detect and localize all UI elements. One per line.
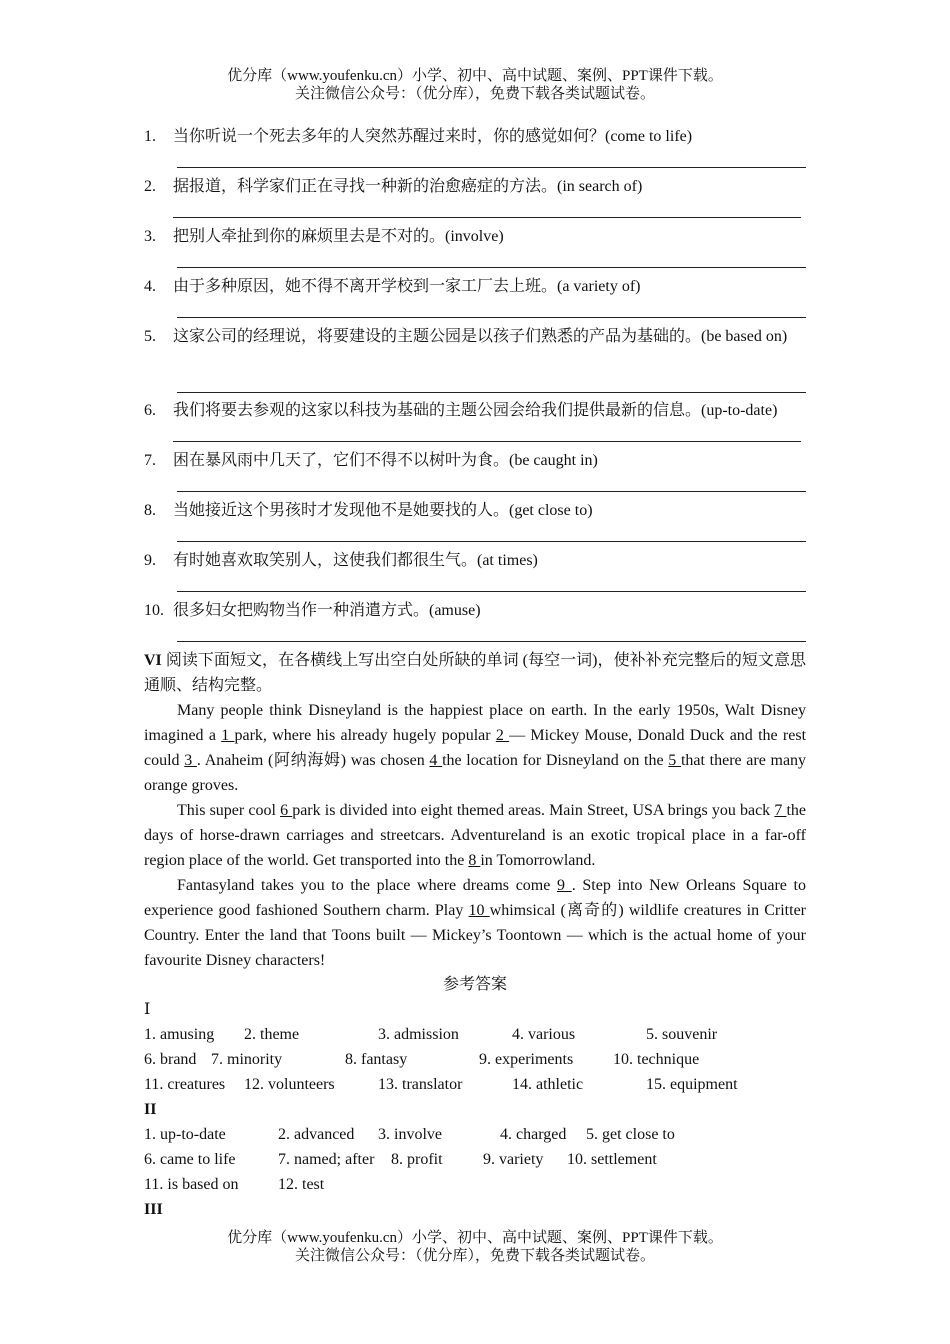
question-number: 6. bbox=[144, 402, 156, 419]
answer-line bbox=[173, 441, 801, 442]
passage-paragraph-3: Fantasyland takes you to the place where dreams come 9 . Step into New Orleans Square to experience good fashioned Southern charm. Play 10 whimsical (离奇的) wildlife creatures in Critter Country. Enter the land that Toons built — Mickey’s Toontown — which is the actual home of your favourite Disney characters! bbox=[144, 877, 806, 969]
question-text: 当她接近这个男孩时才发现他不是她要找的人。(get close to) bbox=[173, 502, 593, 519]
question-text: 当你听说一个死去多年的人突然苏醒过来时，你的感觉如何？(come to life) bbox=[173, 128, 693, 145]
footer-line-1: 优分库（www.youfenku.cn）小学、初中、高中试题、案例、PPT课件下载。 bbox=[227, 1230, 723, 1246]
question-number: 4. bbox=[144, 278, 156, 295]
blank-9: 9 bbox=[557, 877, 572, 894]
blank-10: 10 bbox=[468, 902, 490, 919]
section-6-instruction bbox=[144, 648, 806, 698]
answer-line bbox=[177, 167, 806, 168]
blank-6: 6 bbox=[280, 802, 293, 819]
passage-paragraph-1: Many people think Disneyland is the happiest place on earth. In the early 1950s, Walt Disney imagined a 1 park, where his already hugely popular 2 — Mickey Mouse, Donald Duck and the rest could 3 . Anaheim (阿纳海姆) was chosen 4 the location for Disneyland on the 5 that there are many orange groves. bbox=[144, 702, 807, 794]
question-text: 困在暴风雨中几天了，它们不得不以树叶为食。(be caught in) bbox=[173, 452, 598, 469]
blank-3: 3 bbox=[184, 752, 197, 769]
question-number: 2. bbox=[144, 178, 156, 195]
blank-1: 1 bbox=[221, 727, 235, 744]
answers-title: 参考答案 bbox=[442, 976, 507, 993]
question-text: 由于多种原因，她不得不离开学校到一家工厂去上班。(a variety of) bbox=[173, 278, 641, 295]
question-number: 9. bbox=[144, 552, 156, 569]
question-text: 这家公司的经理说，将要建设的主题公园是以孩子们熟悉的产品为基础的。(be based on) bbox=[173, 328, 788, 345]
header-line-1: 优分库（www.youfenku.cn）小学、初中、高中试题、案例、PPT课件下载。 bbox=[227, 68, 723, 84]
header-line-2: 关注微信公众号：（优分库），免费下载各类试题试卷。 bbox=[294, 86, 655, 102]
answer-line bbox=[177, 317, 806, 318]
question-number: 7. bbox=[144, 452, 156, 469]
answer-line bbox=[177, 591, 806, 592]
question-number: 1. bbox=[144, 128, 156, 145]
question-text: 我们将要去参观的这家以科技为基础的主题公园会给我们提供最新的信息。(up-to-date) bbox=[173, 402, 778, 419]
document-page: 优分库（www.youfenku.cn）小学、初中、高中试题、案例、PPT课件下载。 关注微信公众号：（优分库），免费下载各类试题试卷。 1. 当你听说一个死去多年的人突然苏醒过来时，你的感觉如何？(come to life) 2. 据报道，科学家们正在寻找一种新的治愈癌症的方法。(in search of) 3. 把别人牵扯到你的麻烦里去是不对的。(involve) 4. 由于多种原因，她不得不离开学校到一家工厂去上班。(a variety of) 5. 这家公司的经理说，将要建设的主题公园是以孩子们熟悉的产品为基础的。(be based on) 6. 我们将要去参观的这家以科技为基础的主题公园会给我们提供最新的信息。(up-to-date) 7. 困在暴风雨中几天了，它们不得不以树叶为食。(be caught in) 8. 当她接近这个男孩时才发现他不是她要找的人。(get close to) 9. 有时她喜欢取笑别人，这使我们都很生气。(at times) 10. 很多妇女把购物当作一种消遣方式。(amuse) VI 阅读下面短文，在各横线上写出空白处所缺的单词 (每空一词)，使补补充完整后的短文意思通顺、结构完整。 Many people think Disneyland is the happiest place on earth. In the early 1950s, Walt Disney imagined a 1 park, where his already hugely popular 2 — Mickey Mouse, Donald Duck and the rest could 3 . Anaheim (阿纳海姆) was chosen 4 the location for Disneyland on the 5 that there are many orange groves. This super cool 6 park is divided into eight themed areas. Main Street, USA brings you back 7 the days of horse-drawn carriages and streetcars. Adventureland is an exotic tropical place in a far-off region place of the world. Get transported into the 8 in Tomorrowland. Fantasyland takes you to the place where dreams come 9 . Step into New Orleans Square to experience good fashioned Southern charm. Play 10 whimsical (离奇的) wildlife creatures in Critter Country. Enter the land that Toons built — Mickey’s Toontown — which is the actual home of your favourite Disney characters! 参考答案 Ⅰ 1. amusing 2. theme 3. admission 4. various 5. souvenir 6. brand 7. minority 8. fantasy 9. experiments 10. technique 11. creatures 12. volunteers 13. translator 14. athletic 15. equipment II 1. up-to-date 2. advanced 3. involve 4. charged 5. get close to 6. came to life 7. named; after 8. profit 9. variety 10. settlement 11. is based on 12. test III 优分库（www.youfenku.cn）小学、初中、高中试题、案例、PPT课件下载。 关注微信公众号：（优分库），免费下载各类试题试卷。 bbox=[0, 0, 950, 1344]
blank-8: 8 bbox=[468, 852, 481, 869]
section-6-text: 阅读下面短文，在各横线上写出空白处所缺的单词 (每空一词)，使补补充完整后的短文意思通顺、结构完整。 bbox=[144, 652, 806, 694]
section-6-label: VI bbox=[144, 652, 162, 669]
answer-line bbox=[177, 392, 806, 393]
answer-line bbox=[173, 217, 801, 218]
question-text: 有时她喜欢取笑别人，这使我们都很生气。(at times) bbox=[173, 552, 538, 569]
answer-line bbox=[177, 491, 806, 492]
answer-line bbox=[177, 267, 806, 268]
question-number: 3. bbox=[144, 228, 156, 245]
question-text: 据报道，科学家们正在寻找一种新的治愈癌症的方法。(in search of) bbox=[173, 178, 643, 195]
blank-7: 7 bbox=[774, 802, 787, 819]
question-number: 5. bbox=[144, 328, 156, 345]
footer-line-2: 关注微信公众号：（优分库），免费下载各类试题试卷。 bbox=[294, 1248, 655, 1264]
blank-4: 4 bbox=[429, 752, 443, 769]
question-number: 10. bbox=[144, 602, 164, 619]
question-text: 把别人牵扯到你的麻烦里去是不对的。(involve) bbox=[173, 228, 504, 245]
question-number: 8. bbox=[144, 502, 156, 519]
blank-5: 5 bbox=[668, 752, 681, 769]
question-text: 很多妇女把购物当作一种消遣方式。(amuse) bbox=[173, 602, 481, 619]
answer-line bbox=[177, 641, 806, 642]
answer-line bbox=[177, 541, 806, 542]
blank-2: 2 bbox=[495, 727, 510, 744]
passage-paragraph-2: This super cool 6 park is divided into eight themed areas. Main Street, USA brings you back 7 the days of horse-drawn carriages and streetcars. Adventureland is an exotic tropical place in a far-off region place of the world. Get transported into the 8 in Tomorrowland. bbox=[144, 802, 807, 869]
